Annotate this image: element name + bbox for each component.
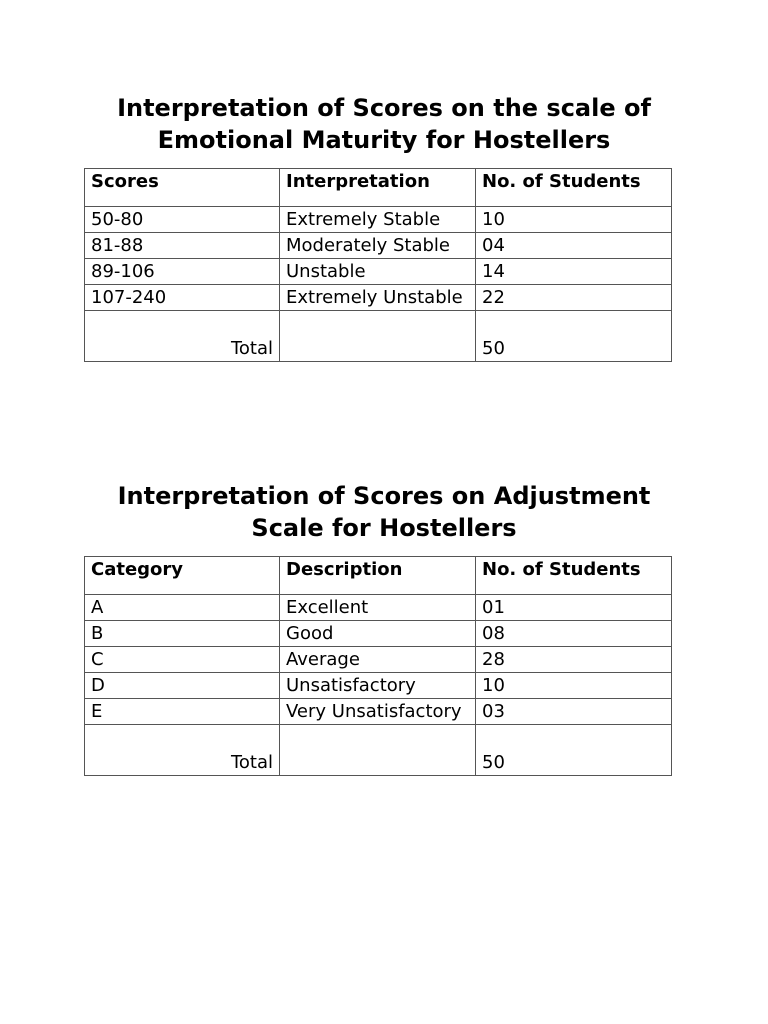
interpretation-cell: Extremely Unstable [280,285,476,311]
category-cell: D [85,673,280,699]
emotional-maturity-title-line1: Interpretation of Scores on the scale of [117,94,651,122]
count-cell: 04 [476,233,672,259]
description-cell: Good [280,621,476,647]
count-cell: 14 [476,259,672,285]
interpretation-cell: Extremely Stable [280,207,476,233]
category-cell: E [85,699,280,725]
header-interpretation: Interpretation [280,169,476,207]
category-cell: C [85,647,280,673]
description-cell: Excellent [280,595,476,621]
header-no-of-students: No. of Students [476,557,672,595]
table-row [85,233,672,259]
interpretation-cell: Moderately Stable [280,233,476,259]
header-description: Description [280,557,476,595]
table-row [85,207,672,233]
category-cell: A [85,595,280,621]
adjustment-scale-title-line2: Scale for Hostellers [251,514,517,542]
empty-cell [280,725,476,776]
header-no-of-students: No. of Students [476,169,672,207]
count-cell: 10 [476,673,672,699]
total-value: 50 [476,725,672,776]
count-cell: 03 [476,699,672,725]
interpretation-cell: Unstable [280,259,476,285]
table-row [85,647,672,673]
header-category: Category [85,557,280,595]
count-cell: 01 [476,595,672,621]
description-cell: Average [280,647,476,673]
emotional-maturity-table [84,168,672,362]
table-row [85,285,672,311]
score-cell: 89-106 [85,259,280,285]
header-scores: Scores [85,169,280,207]
table-row [85,595,672,621]
score-cell: 107-240 [85,285,280,311]
category-cell: B [85,621,280,647]
total-value: 50 [476,311,672,362]
description-cell: Very Unsatisfactory [280,699,476,725]
total-row [85,311,672,362]
total-row [85,725,672,776]
adjustment-scale-table [84,556,672,776]
count-cell: 22 [476,285,672,311]
table-row [85,699,672,725]
count-cell: 10 [476,207,672,233]
emotional-maturity-title [84,92,684,156]
adjustment-scale-title-line1: Interpretation of Scores on Adjustment [117,482,651,510]
table-row [85,673,672,699]
table-header-row [85,557,672,595]
description-cell: Unsatisfactory [280,673,476,699]
count-cell: 08 [476,621,672,647]
total-label: Total [85,725,280,776]
score-cell: 81-88 [85,233,280,259]
empty-cell [280,311,476,362]
adjustment-scale-title [84,480,684,544]
count-cell: 28 [476,647,672,673]
table-row [85,621,672,647]
emotional-maturity-title-line2: Emotional Maturity for Hostellers [157,126,611,154]
total-label: Total [85,311,280,362]
table-header-row [85,169,672,207]
table-row [85,259,672,285]
score-cell: 50-80 [85,207,280,233]
